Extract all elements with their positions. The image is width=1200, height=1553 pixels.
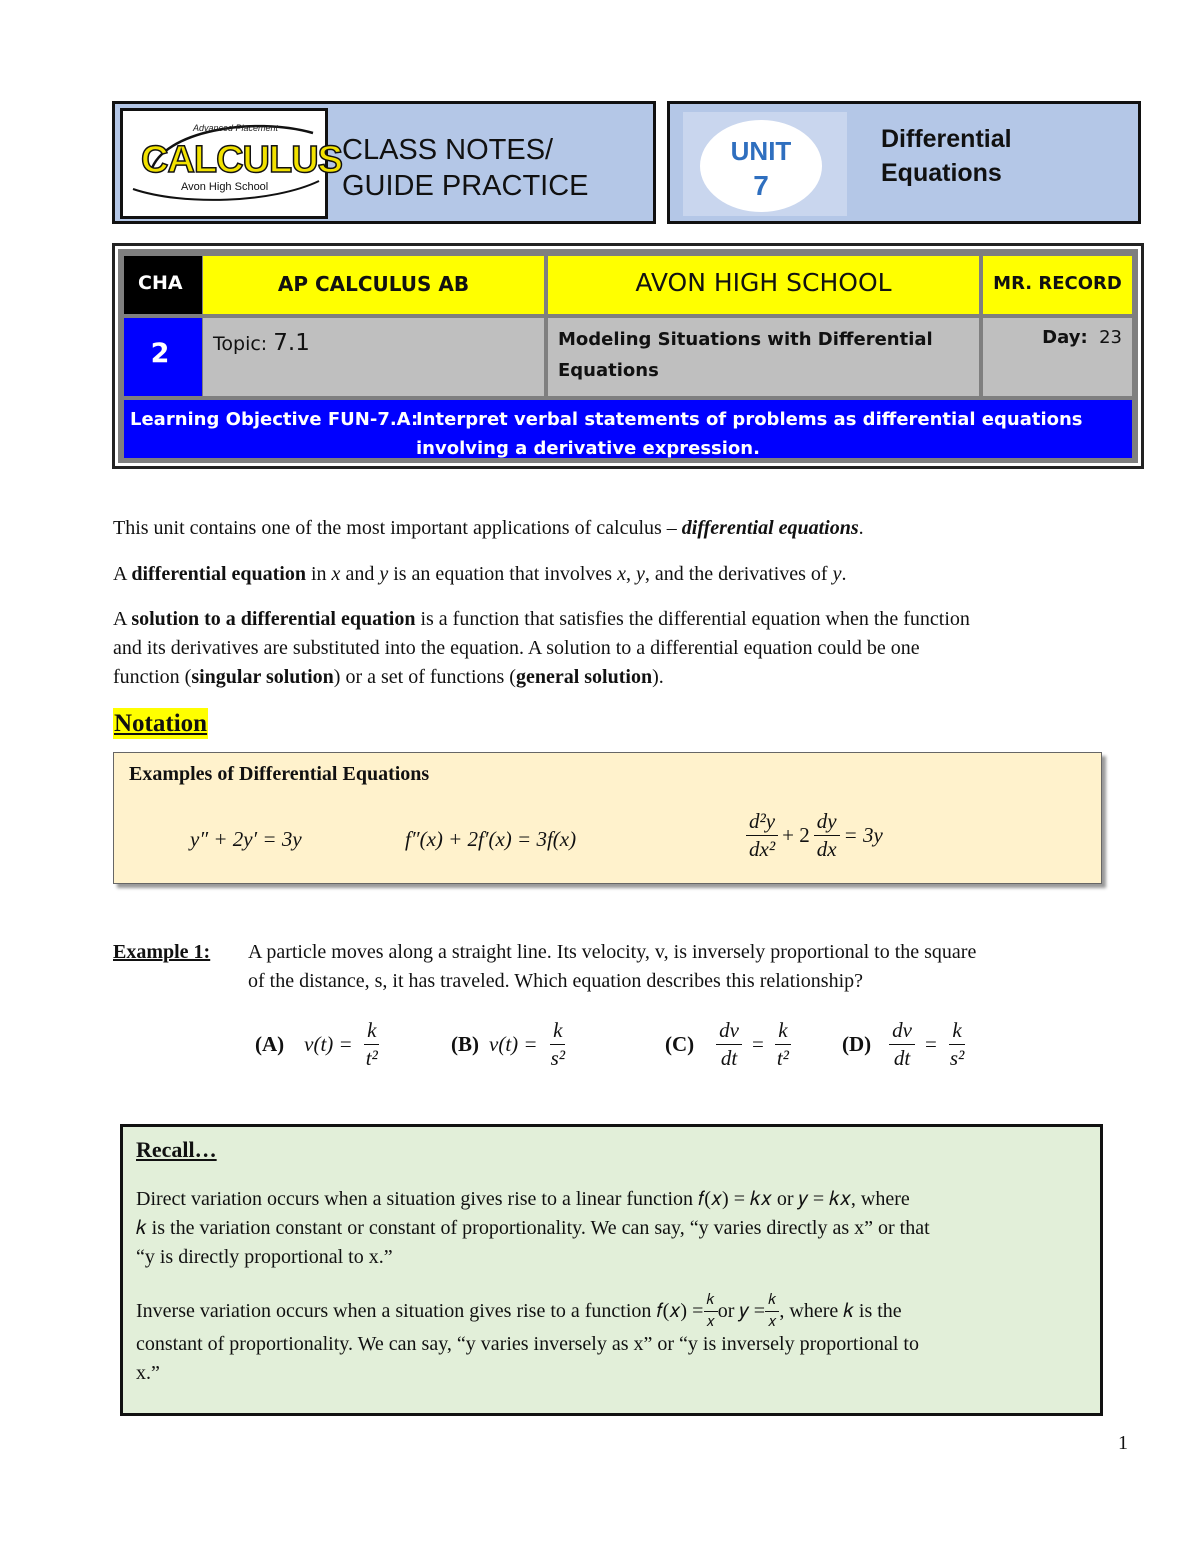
choice-d-num: k <box>949 1020 964 1045</box>
intro-p1-text: This unit contains one of the most important applications of calculus – <box>113 517 682 539</box>
choice-d-den: s² <box>949 1046 965 1070</box>
intro-p2-c: and <box>340 563 380 585</box>
choice-c-lhs-den: dt <box>720 1046 738 1070</box>
example1-line1: A particle moves along a straight line. Its velocity, v, is inversely proportional to the square <box>248 941 977 963</box>
intro-p3-bold: solution to a differential equation <box>131 608 416 630</box>
cha-cell <box>124 256 202 314</box>
choice-c[interactable]: (C) $\frac{dv}{dt}$ = $\frac{k}{\text{t²}}$ <box>665 1020 792 1069</box>
eq3-end: = 3y <box>843 823 883 847</box>
chapter-cell <box>124 318 202 396</box>
intro-p3-line3-a: function ( <box>113 666 192 688</box>
day-label: Day: <box>1042 327 1088 348</box>
eq3-numerator-2: dy <box>814 811 840 836</box>
eq3-denominator-2: dx <box>816 837 837 861</box>
intro-p2-y: y <box>379 563 389 585</box>
recall-p2-line2: constant of proportionality. We can say, “y varies inversely as x” or “y is inversely proportional to <box>136 1333 919 1355</box>
recall-p2-c: , where 𝑘 is the <box>779 1300 902 1322</box>
unit-title <box>881 122 1012 190</box>
page-title-line2: GUIDE PRACTICE <box>342 170 589 202</box>
day-value: 23 <box>1099 327 1122 348</box>
topic-title-line2: Equations <box>558 360 659 381</box>
choice-b-den: s² <box>550 1046 566 1070</box>
calculus-logo <box>120 108 342 219</box>
eq3-middle: + 2 <box>782 823 810 847</box>
equation-2: f″(x) + 2f′(x) = 3f(x) <box>405 827 577 851</box>
recall-inverse-variation <box>136 1293 919 1388</box>
objective-line1: Interpret verbal statements of problems as differential equations <box>416 409 1083 430</box>
teacher-name: MR. RECORD <box>993 273 1122 294</box>
recall-p2-frac1-den: 𝑥 <box>706 1314 715 1330</box>
objective-line2: involving a derivative expression. <box>416 438 760 459</box>
choice-b[interactable] <box>451 1020 568 1069</box>
choice-c-num: k <box>775 1020 790 1045</box>
intro-p2-f: , and the derivatives of <box>644 563 833 585</box>
equation-1: y″ + 2y′ = 3y <box>190 827 302 851</box>
info-table-grid <box>118 249 1138 463</box>
recall-p2-b: or 𝑦 = <box>717 1300 766 1322</box>
logo-top-text: Advanced Placement <box>193 123 279 133</box>
choice-a-lhs: v(t) = <box>304 1032 353 1056</box>
intro-paragraph-3 <box>113 605 970 692</box>
example1-line2: of the distance, s, it has traveled. Which equation describes this relationship? <box>248 970 864 992</box>
page-number: 1 <box>1118 1432 1128 1454</box>
topic <box>213 330 310 356</box>
intro-p2-b: in <box>305 563 332 585</box>
intro-p3-line3-c: ). <box>652 666 664 688</box>
intro-p2-y2: y <box>635 563 645 585</box>
course-cell <box>203 256 544 314</box>
school-cell <box>548 256 979 314</box>
recall-title: Recall… <box>136 1137 217 1162</box>
choice-c-den: t² <box>776 1046 789 1070</box>
recall-p1-line1: Direct variation occurs when a situation gives rise to a linear function 𝑓(𝑥) = 𝑘𝑥 or 𝑦 = 𝑘𝑥, where <box>136 1188 910 1210</box>
objective-cell <box>124 400 1132 458</box>
example1-label: Example 1: <box>113 941 211 963</box>
page-title-line1: CLASS NOTES/ <box>342 134 554 166</box>
choice-d-letter: (D) <box>842 1032 872 1056</box>
objective-label: Learning Objective FUN-7.A: <box>130 409 419 430</box>
intro-p2-x: x <box>331 563 341 585</box>
unit-label: UNIT <box>730 136 792 166</box>
intro-p2-bold: differential equation <box>131 563 306 585</box>
logo-bottom-text: Avon High School <box>181 181 269 193</box>
recall-p2-frac1-num: 𝑘 <box>704 1293 718 1312</box>
objective-text <box>416 405 1083 463</box>
topic-cell <box>203 318 544 396</box>
notation-box <box>113 752 1102 884</box>
intro-p3-a: A <box>113 608 132 630</box>
intro-p2-d: is an equation that involves <box>388 563 618 585</box>
intro-paragraph-1 <box>113 514 864 543</box>
intro-p2-x2: x <box>617 563 626 585</box>
page-title <box>342 132 589 204</box>
intro-p3-b: is a function that satisfies the differential equation when the function <box>415 608 970 630</box>
topic-value: 7.1 <box>273 330 310 356</box>
unit-title-line2: Equations <box>881 159 1002 187</box>
recall-p2-line1 <box>136 1293 919 1330</box>
choice-d[interactable]: (D) $\frac{dv}{dt}$ = $\frac{k}{\text{s²}}$ <box>842 1020 967 1069</box>
notation-box-title: Examples of Differential Equations <box>129 763 430 785</box>
topic-title-cell <box>548 318 979 396</box>
day-cell <box>983 318 1132 396</box>
choice-d-lhs-den: dt <box>893 1046 911 1070</box>
topic-title <box>558 324 933 386</box>
choice-a[interactable] <box>255 1020 381 1069</box>
choice-a-num: k <box>364 1020 379 1045</box>
intro-paragraph-2 <box>113 560 846 589</box>
recall-p1-line3: “y is directly proportional to x.” <box>136 1246 393 1268</box>
intro-p2-e: , <box>625 563 636 585</box>
recall-box <box>120 1124 1103 1416</box>
day <box>1042 327 1122 348</box>
choice-a-letter: (A) <box>255 1032 285 1056</box>
choice-c-lhs-num: dv <box>716 1020 742 1045</box>
intro-p3-singular: singular solution <box>191 666 334 688</box>
eq3-numerator-1: d²y <box>746 811 778 836</box>
unit-title-line1: Differential <box>881 125 1012 153</box>
teacher-cell <box>983 256 1132 314</box>
intro-p1-emphasis: differential equations <box>681 517 859 539</box>
equation-3 <box>746 811 883 860</box>
recall-p2-line3: x.” <box>136 1362 160 1384</box>
recall-p2-a: Inverse variation occurs when a situation gives rise to a function 𝑓(𝑥) = <box>136 1300 704 1322</box>
recall-p1-line2: 𝑘 is the variation constant or constant of proportionality. We can say, “y varies directly as x” or that <box>136 1217 930 1239</box>
choice-a-den: t² <box>365 1046 378 1070</box>
recall-p2-frac2-den: 𝑥 <box>768 1314 777 1330</box>
choice-b-num: k <box>550 1020 565 1045</box>
school-name: AVON HIGH SCHOOL <box>635 268 892 297</box>
intro-p2-a: A <box>113 563 132 585</box>
cha-label: CHA <box>138 272 183 294</box>
choice-c-letter: (C) <box>665 1032 695 1056</box>
chapter-number: 2 <box>150 338 170 369</box>
topic-title-line1: Modeling Situations with Differential <box>558 329 933 350</box>
choice-d-lhs-num: dv <box>889 1020 915 1045</box>
intro-p3-line3 <box>113 663 970 692</box>
unit-number: 7 <box>753 170 769 201</box>
course-name: AP CALCULUS AB <box>277 272 470 296</box>
topic-label: Topic: <box>213 333 268 355</box>
intro-p1-end: . <box>858 517 864 539</box>
intro-p3-general: general solution <box>515 666 653 688</box>
choice-b-letter: (B) <box>451 1032 479 1056</box>
intro-p3-line3-b: ) or a set of functions ( <box>333 666 516 688</box>
recall-direct-variation <box>136 1185 930 1272</box>
logo-main-text: CALCULUS <box>141 139 342 181</box>
notation-heading: Notation <box>114 710 208 737</box>
intro-p2-y3: y <box>832 563 842 585</box>
intro-p2-g: . <box>841 563 847 585</box>
unit-badge <box>700 120 822 212</box>
intro-p3-line2: and its derivatives are substituted into the equation. A solution to a differential equation could be one <box>113 637 920 659</box>
eq3-denominator-1: dx² <box>749 837 776 861</box>
recall-p2-frac2-num: 𝑘 <box>765 1293 779 1312</box>
example1-question <box>248 938 976 996</box>
intro-p3-line1 <box>113 605 970 634</box>
choice-b-lhs: v(t) = <box>489 1032 538 1056</box>
